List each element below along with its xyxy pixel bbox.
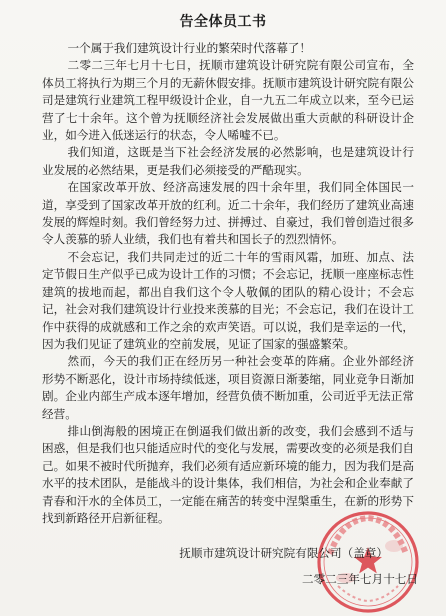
paragraph: 二零二三年七月十七日，抚顺市建筑设计研究院有限公司宣布，全体员工将执行为期三个月的无薪休假安排。抚顺市建筑设计研究院有限公司是建筑行业建筑工程甲级设计企业，自一九五二年成立以来，至今已运营了七十余年。这个曾为抚顺经济社会发展做出重大贡献的科研设计企业，如今进入低迷运行的状态，令人唏嘘不已。 (42, 58, 414, 143)
paragraph: 不会忘记，我们共同走过的近二十年的雪雨风霜，加班、加点、法定节假日生产似乎已成为设计工作的习惯；不会忘记，抚顺一座座标志性建筑的拔地而起，都出自我们这个令人敬佩的团队的精心设计；不会忘记，社会对我们建筑设计行业投来羡慕的目光；不会忘记，我们在设计工作中获得的成就感和工作之余的欢声笑语。可以说，我们是幸运的一代，因为我们见证了建筑业的空前发展，见证了国家的强盛繁荣。 (42, 249, 414, 351)
document-title: 告全体员工书 (179, 14, 267, 30)
paragraph: 一个属于我们建筑设计行业的繁荣时代落幕了！ (67, 41, 311, 55)
paragraph: 然而，今天的我们正在经历另一种社会变革的阵痛。企业外部经济形势不断恶化，设计市场持续低迷，项目资源日渐萎缩，同业竞争日渐加剧。企业内部生产成本逐年增加，经营负债不断加重，公司近乎无法正常经营。 (42, 354, 414, 421)
signature-organization: 抚顺市建筑设计研究院有限公司（盖章） (179, 546, 388, 560)
document-body (42, 40, 414, 527)
signature-date: 二零二三年七月十七日 (302, 572, 418, 586)
paragraph: 在国家改革开放、经济高速发展的四十余年里，我们同全体国民一道，享受到了国家改革开放的红利。近二十余年，我们经历了建筑业高速发展的辉煌时刻。我们曾经努力过、拼搏过、自豪过，我们曾创造过很多令人羡慕的骄人业绩，我们也有着共和国长子的烈烈情怀。 (42, 180, 414, 247)
paragraph: 排山倒海般的困境正在倒逼我们做出新的改变，我们会感到不适与困惑，但是我们也只能适应时代的变化与发展，需要改变的必须是我们自己。如果不被时代所抛弃，我们必须有适应新环境的能力，因为我们是高水平的技术团队，是能战斗的设计集体，我们相信，为社会和企业奉献了青春和汗水的全体员工，一定能在痛苦的转变中涅槃重生，在新的形势下找到新路径开启新征程。 (42, 423, 414, 525)
paragraph: 我们知道，这既是当下社会经济发展的必然影响，也是建筑设计行业发展的必然结果，更是我们必须接受的严酷现实。 (42, 145, 414, 177)
